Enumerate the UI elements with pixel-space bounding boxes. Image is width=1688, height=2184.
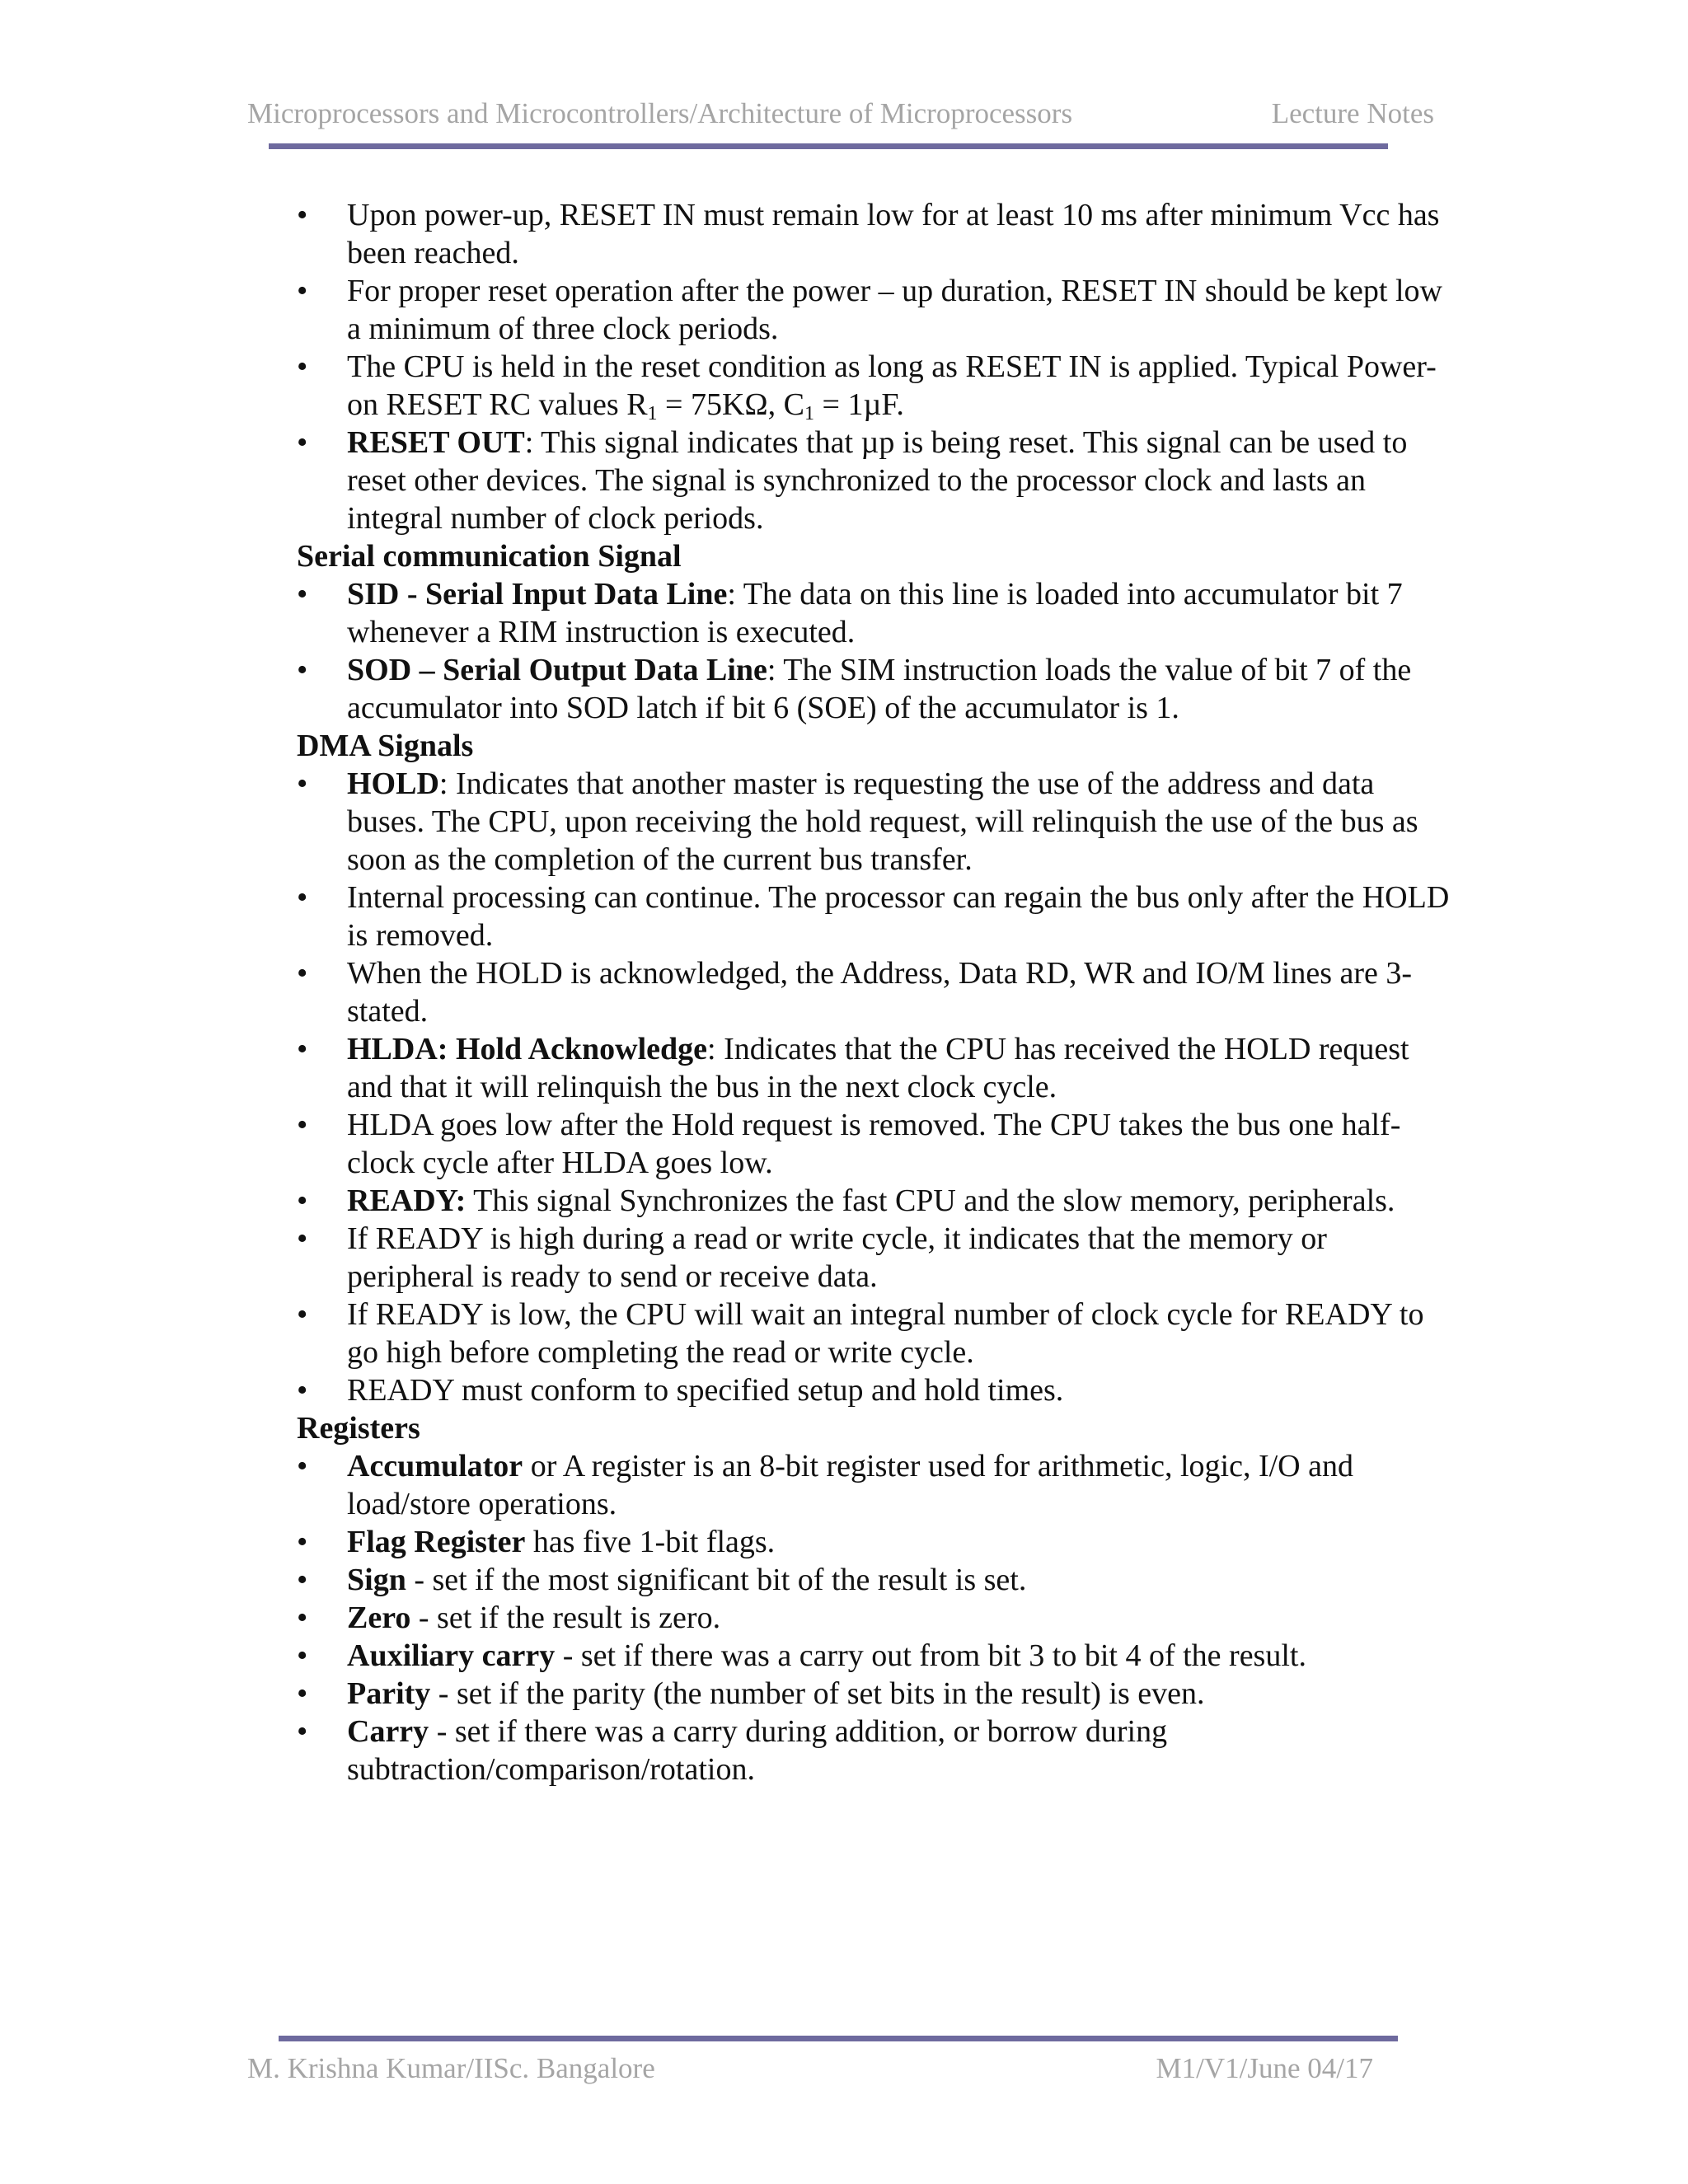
list-item	[297, 765, 1451, 879]
section-heading: Registers	[297, 1411, 420, 1446]
bullet: •	[297, 1032, 308, 1066]
list-item	[297, 651, 1451, 727]
item-text: When the HOLD is acknowledged, the Address, Data RD, WR and IO/M lines are 3-stated.	[347, 956, 1413, 1029]
subscript: 1	[804, 403, 815, 424]
bullet: •	[297, 1563, 308, 1597]
list-item	[297, 424, 1451, 537]
bullet: •	[297, 577, 308, 612]
item-text: For proper reset operation after the power – up duration, RESET IN should be kept low a minimum of three clock periods.	[347, 274, 1442, 346]
footer-author: M. Krishna Kumar/IISc. Bangalore	[247, 2052, 655, 2084]
bullet: •	[297, 274, 308, 308]
list-item	[297, 1447, 1451, 1523]
bullet: •	[297, 956, 308, 991]
footer-version: M1/V1/June 04/17	[1156, 2052, 1373, 2084]
bullet: •	[297, 1525, 308, 1559]
bullet: •	[297, 1601, 308, 1635]
bullet: •	[297, 1449, 308, 1483]
bullet: •	[297, 653, 308, 687]
item-text: has five 1-bit flags.	[525, 1525, 776, 1559]
bullet: •	[297, 1221, 308, 1256]
item-text: : The SIM instruction loads the value of bit 7 of the accumulator into SOD latch if bit 6 (SOE) of the accumulator is 1.	[347, 653, 1412, 725]
bullet: •	[297, 1714, 308, 1749]
list-item	[297, 1523, 1451, 1561]
page-content	[297, 196, 1451, 1788]
item-term: Flag Register	[347, 1525, 526, 1559]
item-text: This signal Synchronizes the fast CPU and the slow memory, peripherals.	[466, 1183, 1395, 1218]
item-term: SOD – Serial Output Data Line	[347, 653, 767, 687]
list-item	[297, 272, 1451, 348]
item-text: = 1µF.	[814, 387, 904, 422]
item-text: : The data on this line is loaded into accumulator bit 7 whenever a RIM instruction is executed.	[347, 577, 1403, 649]
item-term: HLDA: Hold Acknowledge	[347, 1032, 708, 1066]
bullet: •	[297, 880, 308, 915]
list-item	[297, 1371, 1451, 1409]
header-title: Microprocessors and Microcontrollers/Architecture of Microprocessors	[247, 97, 1073, 129]
list-item	[297, 575, 1451, 651]
item-text: - set if the most significant bit of the result is set.	[406, 1563, 1027, 1597]
bullet: •	[297, 1183, 308, 1218]
list-item	[297, 1220, 1451, 1296]
section-heading: DMA Signals	[297, 729, 474, 763]
bullet: •	[297, 1297, 308, 1332]
item-text: : Indicates that the CPU has received the HOLD request and that it will relinquish the bus in the next clock cycle.	[347, 1032, 1409, 1104]
bullet: •	[297, 1638, 308, 1673]
list-item	[297, 1713, 1451, 1788]
list-item	[297, 954, 1451, 1030]
item-text: Upon power-up, RESET IN must remain low for at least 10 ms after minimum Vcc has been reached.	[347, 198, 1440, 270]
bullet: •	[297, 198, 308, 232]
section-heading: Serial communication Signal	[297, 539, 682, 574]
item-text: or A register is an 8-bit register used for arithmetic, logic, I/O and load/store operations.	[347, 1449, 1353, 1521]
footer-rule	[279, 2036, 1398, 2041]
item-term: Accumulator	[347, 1449, 523, 1483]
bullet: •	[297, 1676, 308, 1711]
item-term: Parity	[347, 1676, 431, 1711]
list-item	[297, 1675, 1451, 1713]
list-item	[297, 196, 1451, 272]
item-term: RESET OUT	[347, 425, 525, 460]
list-item	[297, 1599, 1451, 1637]
bullet: •	[297, 1108, 308, 1142]
item-text: HLDA goes low after the Hold request is removed. The CPU takes the bus one half-clock cycle after HLDA goes low.	[347, 1108, 1401, 1180]
item-text: : This signal indicates that µp is being reset. This signal can be used to reset other devices. The signal is synchronized to the processor clock and lasts an integral number of clock periods.	[347, 425, 1408, 536]
list-item	[297, 1561, 1451, 1599]
item-term: Carry	[347, 1714, 429, 1749]
list-item	[297, 879, 1451, 954]
item-text: If READY is low, the CPU will wait an integral number of clock cycle for READY to go high before completing the read or write cycle.	[347, 1297, 1424, 1370]
list-item	[297, 348, 1451, 424]
bullet: •	[297, 349, 308, 384]
header-rule	[269, 143, 1388, 149]
item-term: HOLD	[347, 766, 439, 801]
item-term: READY:	[347, 1183, 467, 1218]
list-item	[297, 1106, 1451, 1182]
item-term: Sign	[347, 1563, 406, 1597]
item-text: Internal processing can continue. The processor can regain the bus only after the HOLD is removed.	[347, 880, 1450, 953]
subscript: 1	[647, 403, 658, 424]
item-term: SID - Serial Input Data Line	[347, 577, 728, 612]
list-item	[297, 1030, 1451, 1106]
item-text: If READY is high during a read or write cycle, it indicates that the memory or peripheral is ready to send or receive data.	[347, 1221, 1327, 1294]
item-text: - set if the result is zero.	[410, 1601, 721, 1635]
item-text: READY must conform to specified setup and hold times.	[347, 1373, 1064, 1408]
item-text: : Indicates that another master is requesting the use of the address and data buses. The CPU, upon receiving the hold request, will relinquish the use of the bus as soon as the completion of the current bus transfer.	[347, 766, 1418, 877]
item-term: Zero	[347, 1601, 411, 1635]
bullet: •	[297, 766, 308, 801]
item-text: - set if the parity (the number of set bits in the result) is even.	[430, 1676, 1205, 1711]
bullet: •	[297, 425, 308, 460]
list-item	[297, 1637, 1451, 1675]
list-item	[297, 1296, 1451, 1371]
bullet: •	[297, 1373, 308, 1408]
list-item	[297, 1182, 1451, 1220]
item-text: - set if there was a carry out from bit 3 to bit 4 of the result.	[555, 1638, 1306, 1673]
item-text: The CPU is held in the reset condition as long as RESET IN is applied. Typical Power-on RESET RC values R	[347, 349, 1437, 422]
header-label: Lecture Notes	[1271, 97, 1434, 129]
item-term: Auxiliary carry	[347, 1638, 556, 1673]
item-text: = 75KΩ, C	[657, 387, 805, 422]
item-text: - set if there was a carry during addition, or borrow during subtraction/comparison/rotation.	[347, 1714, 1168, 1787]
